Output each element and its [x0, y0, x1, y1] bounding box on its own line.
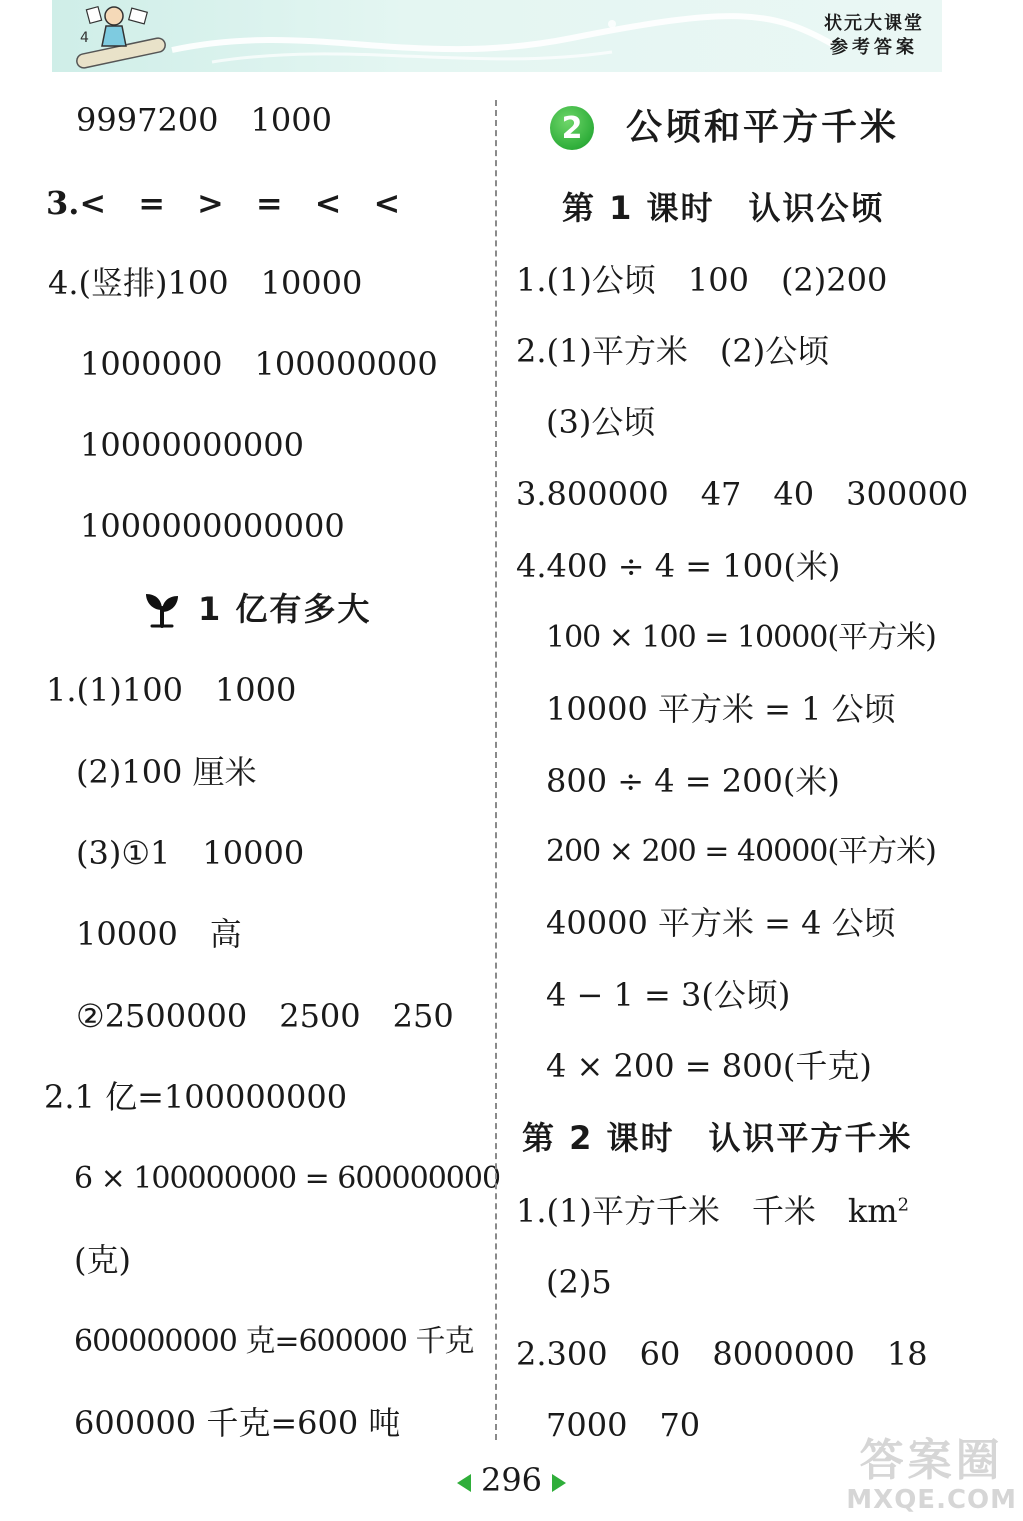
answer-line: 4.400 ÷ 4 = 100(米): [516, 547, 841, 585]
answer-line: [516, 1191, 909, 1231]
answer-line: 4.(竖排)100 10000: [48, 264, 363, 302]
answer-line: (3)①1 10000: [76, 834, 305, 872]
answer-text: 1.(1)平方千米 千米 km: [516, 1192, 898, 1230]
brand-label: [824, 12, 924, 60]
answer-line: 1.(1)公顷 100 (2)200: [516, 261, 888, 299]
section-heading-1yi: 1 亿有多大: [198, 590, 372, 628]
mascot-icon: [66, 2, 186, 70]
answer-line: 9997200 1000: [76, 101, 332, 139]
section-number-badge: 2: [550, 106, 594, 150]
answer-line: 40000 平方米 = 4 公顷: [546, 904, 896, 942]
answer-line: 1000000 100000000: [80, 345, 438, 383]
column-divider: [495, 100, 497, 1440]
brand-title: 状元大课堂: [824, 13, 924, 34]
brand-subtitle: 参考答案: [830, 37, 918, 58]
superscript: 2: [897, 1194, 910, 1216]
answer-line: (3)公顷: [546, 403, 656, 441]
answer-line: 4 − 1 = 3(公顷): [546, 976, 791, 1014]
lesson2-title: 第 2 课时 认识平方千米: [522, 1119, 913, 1157]
answer-line: (2)100 厘米: [76, 753, 257, 791]
answer-line: 600000000 克=600000 千克: [74, 1324, 474, 1359]
answer-line: 3.800000 47 40 300000: [516, 475, 969, 513]
answer-line: 800 ÷ 4 = 200(米): [546, 762, 840, 800]
answer-line: 600000 千克=600 吨: [74, 1404, 401, 1442]
section-title: 公顷和平方千米: [626, 107, 900, 148]
lesson1-title: 第 1 课时 认识公顷: [562, 189, 885, 227]
left-arrow-icon: [457, 1474, 471, 1492]
answer-line: 6 × 100000000 = 600000000: [74, 1161, 501, 1196]
sprout-icon: [142, 590, 182, 628]
svg-text:4: 4: [80, 30, 89, 46]
answer-line: 2.300 60 8000000 18: [516, 1335, 928, 1373]
answer-line: 10000 平方米 = 1 公顷: [546, 690, 896, 728]
answer-line: 2.1 亿=100000000: [44, 1078, 348, 1116]
answer-line: 10000000000: [80, 426, 304, 464]
answer-line: 200 × 200 = 40000(平方米): [546, 834, 936, 869]
answer-line: (2)5: [546, 1263, 612, 1301]
answer-line: 100 × 100 = 10000(平方米): [546, 620, 936, 655]
header-banner: [52, 0, 942, 72]
answer-line: 1.(1)100 1000: [46, 671, 297, 709]
watermark-top: 答案圈: [859, 1435, 1004, 1486]
answer-line: (克): [74, 1241, 131, 1279]
right-arrow-icon: [552, 1474, 566, 1492]
answer-line: 2.(1)平方米 (2)公顷: [516, 332, 830, 370]
answer-line: ②2500000 2500 250: [76, 997, 454, 1035]
answer-line: 4 × 200 = 800(千克): [546, 1047, 872, 1085]
answer-line: 3.< = > = < <: [46, 184, 401, 222]
watermark-bottom: MXQE.COM: [846, 1485, 1017, 1515]
answer-line: 10000 高: [76, 915, 242, 953]
answer-line: 7000 70: [546, 1406, 701, 1444]
answer-line: 1000000000000: [80, 507, 345, 545]
page-number: 296: [480, 1461, 543, 1499]
watermark-logo: [846, 1437, 1017, 1515]
